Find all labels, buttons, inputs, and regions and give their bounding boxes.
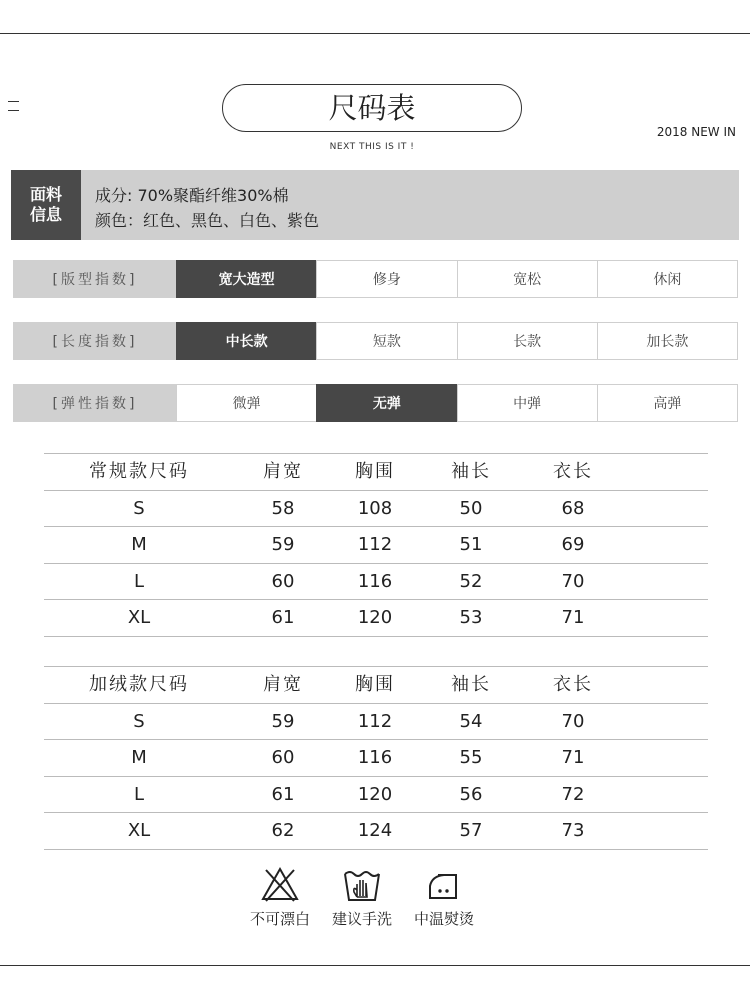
elasticity-option-1: 微弹: [176, 384, 317, 422]
header-cell: 常规款尺码: [89, 461, 189, 482]
length-cell: 71: [561, 607, 585, 628]
length-cell: 68: [561, 497, 585, 519]
chest-cell: 124: [357, 820, 393, 841]
table-row: [44, 564, 708, 601]
fit-option-1: 宽大造型: [176, 260, 317, 298]
table-row: [44, 704, 708, 741]
bottom-divider: [0, 965, 750, 966]
chest-cell: 116: [357, 570, 393, 592]
size-cell: L: [133, 783, 145, 805]
shoulder-cell: 61: [271, 783, 295, 805]
length-option-3: 长款: [457, 322, 598, 360]
chest-cell: 108: [357, 497, 393, 519]
fit-option-4: 休闲: [597, 260, 738, 298]
sleeve-cell: 53: [459, 607, 483, 628]
sleeve-cell: 51: [459, 534, 483, 555]
chest-cell: 112: [357, 534, 393, 555]
length-cell: 71: [561, 747, 585, 768]
sleeve-cell: 55: [459, 747, 483, 768]
fabric-colors: 颜色：红色、黑色、白色、紫色: [95, 211, 320, 230]
table-row: [44, 527, 708, 564]
care-label: 不可漂白: [249, 910, 310, 928]
care-no-bleach: [240, 866, 320, 929]
length-index-label: [长度指数]: [13, 322, 177, 360]
header-cell: 肩宽: [263, 674, 303, 695]
table-row: [44, 600, 708, 637]
chest-cell: 120: [357, 607, 393, 628]
fleece-size-table: [44, 666, 708, 850]
fit-index-label: [版型指数]: [13, 260, 177, 298]
fabric-label-line1: 面料: [29, 185, 62, 204]
shoulder-cell: 59: [271, 710, 295, 732]
hand-wash-icon: [342, 866, 382, 902]
length-cell: 70: [561, 710, 585, 732]
table-row: [44, 491, 708, 528]
header-cell: 加绒款尺码: [89, 674, 189, 695]
shoulder-cell: 62: [271, 820, 295, 841]
header-cell: 袖长: [451, 674, 491, 695]
header-cell: 胸围: [355, 674, 395, 695]
new-in-tag: 2018 NEW IN: [656, 125, 736, 139]
size-cell: S: [133, 710, 145, 732]
table-row: [44, 740, 708, 777]
table-header-row: [44, 453, 708, 491]
fit-index-row: [13, 260, 738, 298]
care-hand-wash: [322, 866, 402, 929]
header-cell: 肩宽: [263, 461, 303, 482]
header-cell: 胸围: [355, 461, 395, 482]
header-cell: 衣长: [553, 674, 593, 695]
menu-icon: [8, 101, 19, 119]
shoulder-cell: 58: [271, 497, 295, 519]
table-header-row: [44, 666, 708, 704]
table-row: [44, 777, 708, 814]
chest-cell: 120: [357, 783, 393, 805]
elasticity-option-3: 中弹: [457, 384, 598, 422]
elasticity-index-row: [13, 384, 738, 422]
chest-cell: 112: [357, 710, 393, 732]
fabric-info-label: [11, 170, 81, 240]
size-cell: M: [131, 534, 147, 555]
iron-medium-icon: [424, 866, 464, 902]
fabric-composition: 成分: 70%聚酯纤维30%棉: [95, 186, 289, 205]
length-cell: 73: [561, 820, 585, 841]
fabric-label-line2: 信息: [29, 205, 62, 224]
length-option-4: 加长款: [597, 322, 738, 360]
header-cell: 袖长: [451, 461, 491, 482]
length-index-row: [13, 322, 738, 360]
header-cell: 衣长: [553, 461, 593, 482]
size-cell: XL: [127, 607, 151, 628]
length-cell: 72: [561, 783, 585, 805]
length-cell: 69: [561, 534, 585, 555]
size-cell: L: [133, 570, 145, 592]
elasticity-option-4: 高弹: [597, 384, 738, 422]
fit-option-3: 宽松: [457, 260, 598, 298]
top-divider: [0, 33, 750, 34]
page-subtitle: NEXT THIS IS IT !: [329, 142, 415, 152]
chest-cell: 116: [357, 747, 393, 768]
sleeve-cell: 52: [459, 570, 483, 592]
length-option-1: 中长款: [176, 322, 317, 360]
length-option-2: 短款: [316, 322, 457, 360]
shoulder-cell: 61: [271, 607, 295, 628]
sleeve-cell: 57: [459, 820, 483, 841]
care-label: 中温熨烫: [413, 910, 474, 928]
sleeve-cell: 54: [459, 710, 483, 732]
shoulder-cell: 60: [271, 570, 295, 592]
fit-option-2: 修身: [316, 260, 457, 298]
shoulder-cell: 59: [271, 534, 295, 555]
page-title: 尺码表: [222, 84, 522, 132]
sleeve-cell: 50: [459, 497, 483, 519]
size-cell: XL: [127, 820, 151, 841]
table-row: [44, 813, 708, 850]
elasticity-option-2: 无弹: [316, 384, 457, 422]
sleeve-cell: 56: [459, 783, 483, 805]
no-bleach-icon: [260, 866, 300, 902]
length-cell: 70: [561, 570, 585, 592]
care-label: 建议手洗: [331, 910, 392, 928]
regular-size-table: [44, 453, 708, 637]
size-cell: S: [133, 497, 145, 519]
fabric-info-panel: [11, 170, 739, 240]
care-iron-medium: [404, 866, 484, 929]
size-cell: M: [131, 747, 147, 768]
elasticity-index-label: [弹性指数]: [13, 384, 177, 422]
shoulder-cell: 60: [271, 747, 295, 768]
